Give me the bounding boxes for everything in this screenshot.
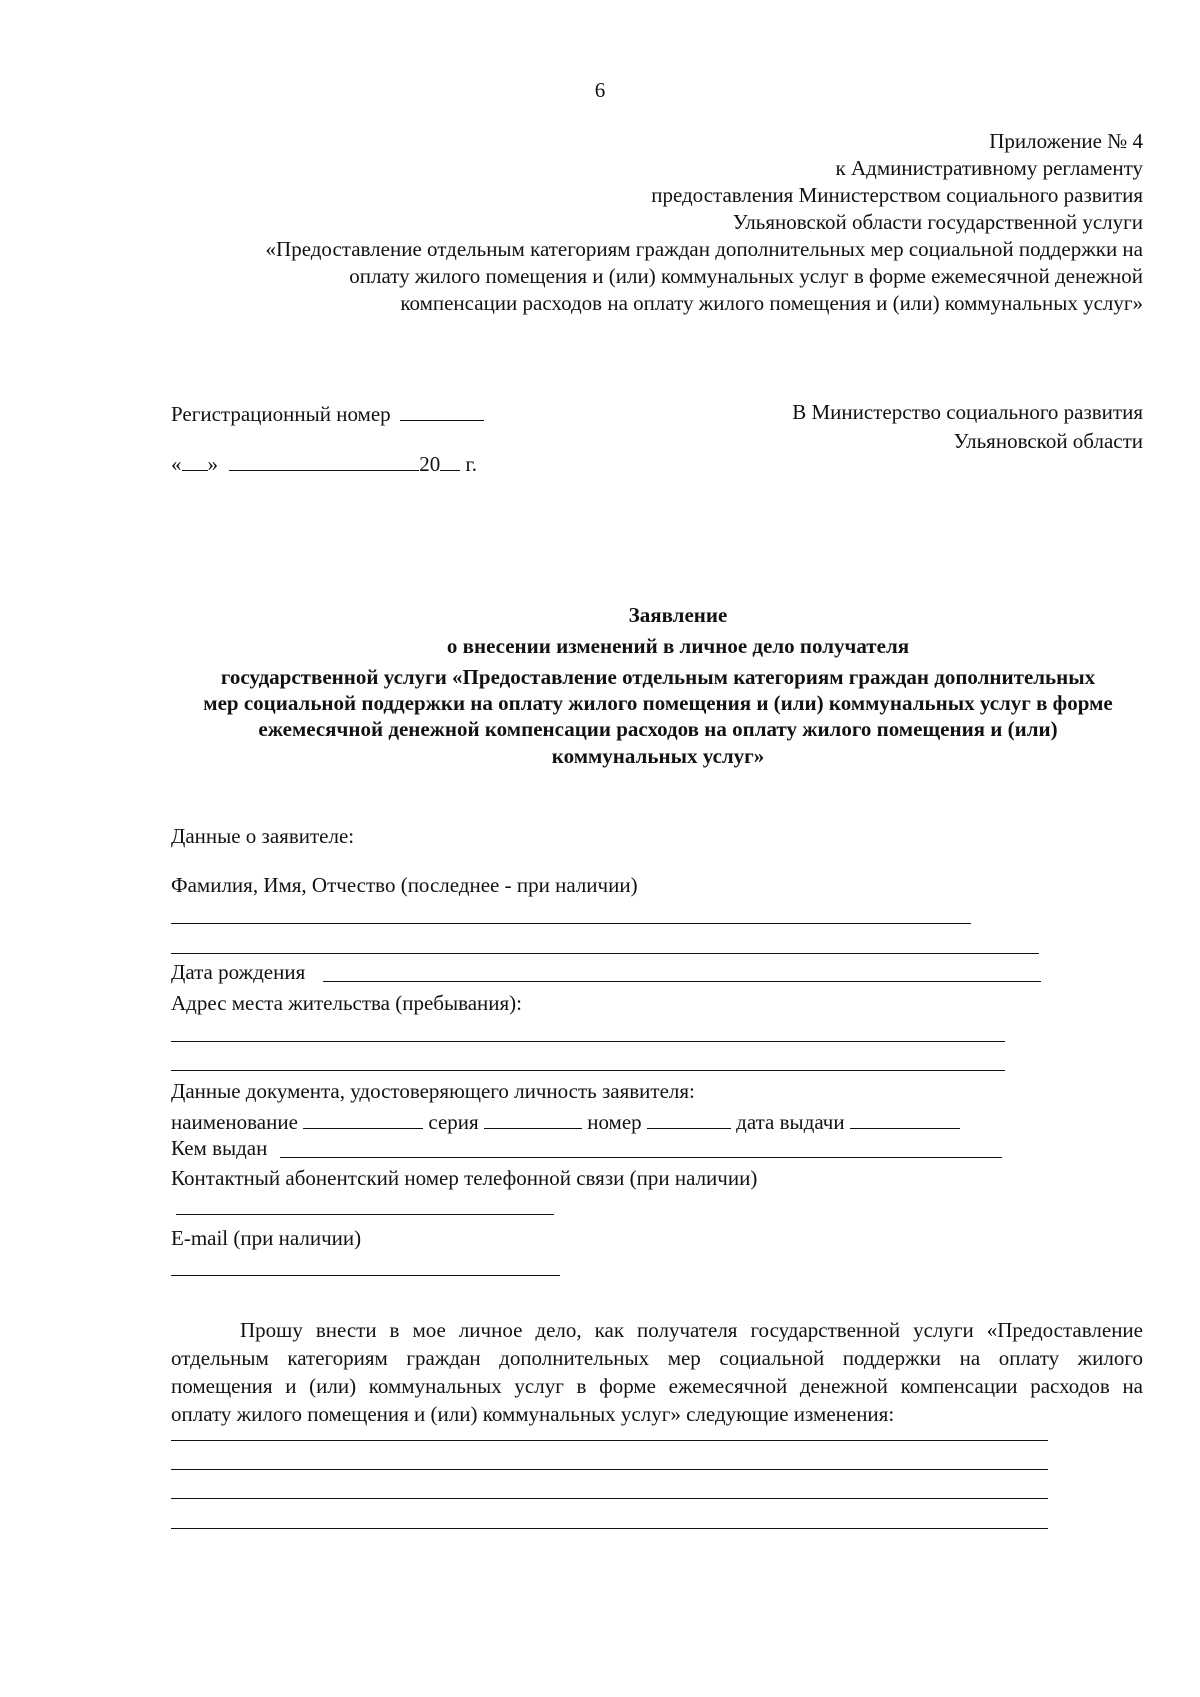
request-line: отдельным категориям граждан дополнительных мер социальной поддержки на оплату жилого [171,1346,1143,1370]
date-close-quote: » [207,452,218,476]
doc-series-label: серия [428,1110,479,1134]
doc-series-field[interactable] [484,1110,582,1129]
address-field-line[interactable] [171,1070,1005,1071]
title-line: о внесении изменений в личное дело получателя [446,634,910,658]
registration-number-label: Регистрационный номер [171,402,391,426]
request-line: оплату жилого помещения и (или) коммунальных услуг» следующие изменения: [171,1402,895,1426]
recipient-line: В Министерство социального развития [792,400,1143,424]
phone-label: Контактный абонентский номер телефонной связи (при наличии) [171,1166,758,1190]
year-suffix: г. [465,452,477,476]
fio-label: Фамилия, Имя, Отчество (последнее - при наличии) [171,873,638,897]
appendix-line: Ульяновской области государственной услуги [732,210,1143,234]
appendix-line: компенсации расходов на оплату жилого помещения и (или) коммунальных услуг» [400,291,1143,315]
appendix-line: предоставления Министерством социального развития [651,183,1143,207]
date-open-quote: « [171,452,182,476]
email-label: E-mail (при наличии) [171,1226,362,1250]
changes-field-line[interactable] [171,1469,1048,1470]
doc-date-field[interactable] [850,1110,960,1129]
id-document-fields [171,1110,960,1133]
registration-number-field[interactable] [400,402,484,421]
title-line: коммунальных услуг» [551,744,765,768]
changes-field-line[interactable] [171,1528,1048,1529]
applicant-section-label: Данные о заявителе: [171,824,355,848]
registration-number [171,402,484,425]
appendix-line: оплату жилого помещения и (или) коммунальных услуг в форме ежемесячной денежной [349,264,1143,288]
request-line: помещения и (или) коммунальных услуг в форме ежемесячной денежной компенсации расходов на [171,1374,1143,1398]
title-line: мер социальной поддержки на оплату жилого помещения и (или) коммунальных услуг в форме [203,691,1113,715]
phone-field[interactable] [176,1214,554,1215]
issued-by-label: Кем выдан [171,1136,268,1160]
appendix-line: «Предоставление отдельным категориям граждан дополнительных мер социальной поддержки на [265,237,1143,261]
title-line: ежемесячной денежной компенсации расходов на оплату жилого помещения и (или) [258,717,1058,741]
address-field-line[interactable] [171,1041,1005,1042]
changes-field-line[interactable] [171,1498,1048,1499]
id-document-label: Данные документа, удостоверяющего личность заявителя: [171,1079,695,1103]
email-field[interactable] [171,1275,560,1276]
registration-date [171,452,477,475]
doc-date-label: дата выдачи [736,1110,845,1134]
address-label: Адрес места жительства (пребывания): [171,991,523,1015]
page-number: 6 [594,78,606,102]
doc-number-label: номер [587,1110,642,1134]
doc-name-label: наименование [171,1110,298,1134]
month-field[interactable] [229,452,419,471]
year-field[interactable] [440,452,460,471]
year-prefix: 20 [419,452,441,476]
title-line: государственной услуги «Предоставление отдельным категориям граждан дополнительных [220,665,1096,689]
request-line: Прошу внести в мое личное дело, как получателя государственной услуги «Предоставление [240,1318,1143,1342]
fio-field-line[interactable] [171,953,1039,954]
birth-date-label: Дата рождения [171,960,306,984]
fio-field-line[interactable] [171,923,971,924]
birth-date-field[interactable] [323,981,1041,982]
changes-field-line[interactable] [171,1440,1048,1441]
issued-by-field[interactable] [280,1157,1002,1158]
doc-name-field[interactable] [303,1110,423,1129]
appendix-line: Приложение № 4 [989,129,1143,153]
title-heading: Заявление [628,603,728,627]
recipient-line: Ульяновской области [953,429,1143,453]
day-field[interactable] [182,452,208,471]
appendix-line: к Административному регламенту [835,156,1143,180]
doc-number-field[interactable] [647,1110,731,1129]
